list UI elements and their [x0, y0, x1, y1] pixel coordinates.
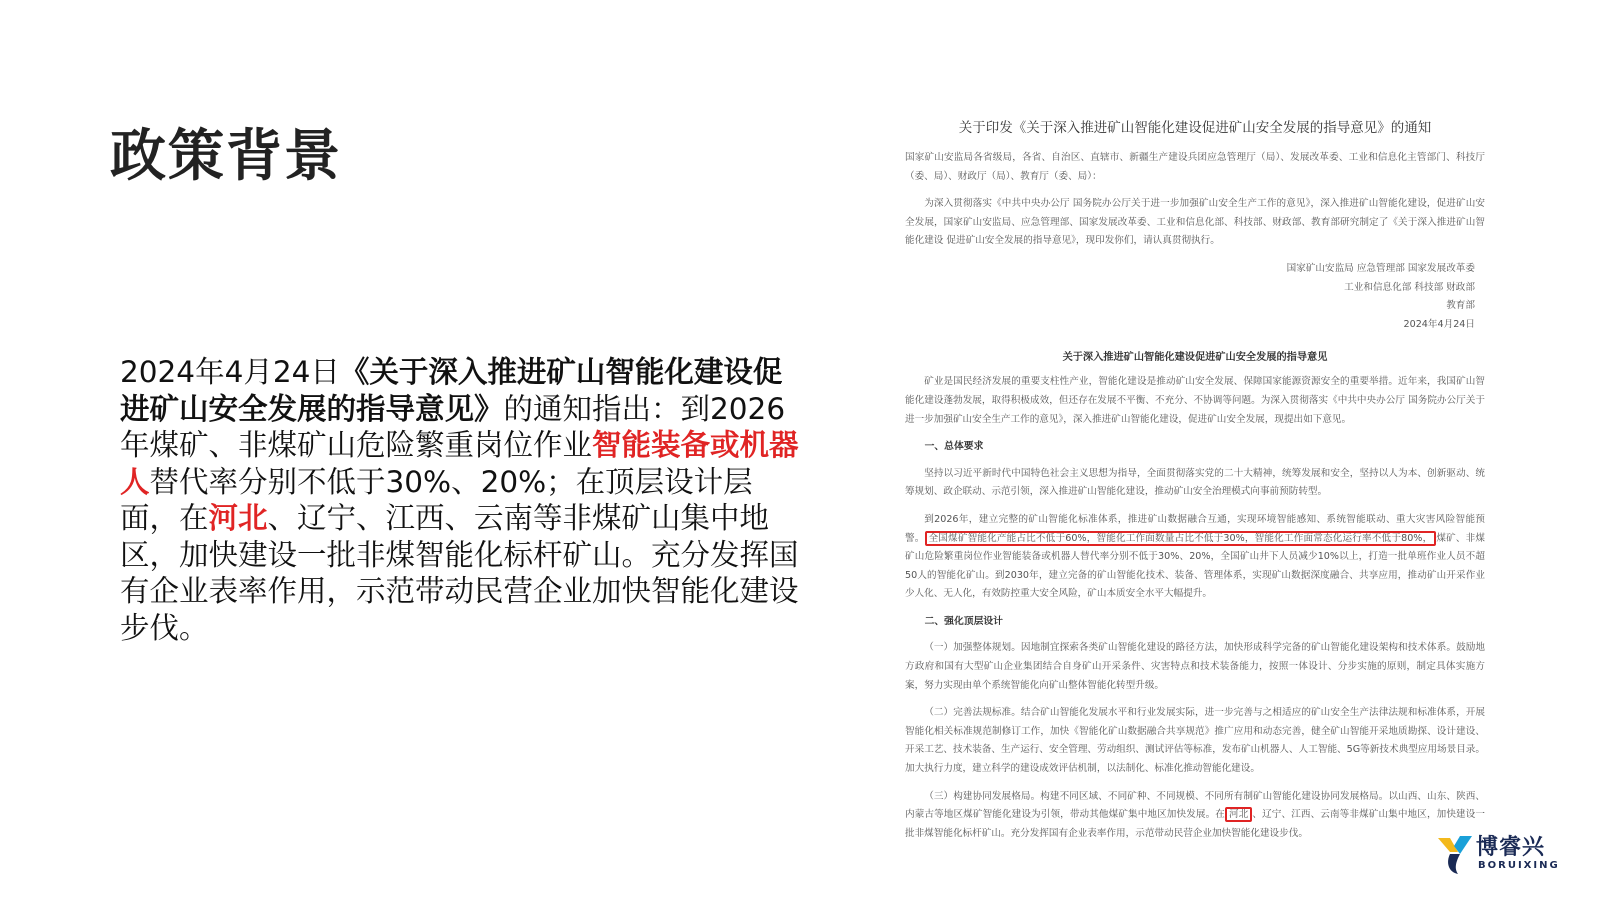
- summary-highlight-robots: 智能装备或机器人: [120, 428, 799, 499]
- document-intro: 为深入贯彻落实《中共中央办公厅 国务院办公厅关于进一步加强矿山安全生产工作的意见》，深入推进矿山智能化建设，促进矿山安全发展，国家矿山安监局、应急管理部、国家发展改革委、工业和信息化部、科技部、财政部、教育部研究制定了《关于深入推进矿山智能化建设 促进矿山安全发展的指导意见》，现印发你们，请认真贯彻执行。: [905, 198, 1485, 247]
- summary-highlight-hebei: 河北: [208, 501, 268, 535]
- brand-logo: [1436, 830, 1560, 886]
- guide-paragraph-3: [905, 511, 1485, 604]
- policy-summary: [120, 354, 800, 646]
- guide-paragraph-4: （一）加强整体规划。因地制宜探索各类矿山智能化建设的路径方法，加快形成科学完备的矿山智能化建设架构和技术体系。鼓励地方政府和国有大型矿山企业集团结合自身矿山开采条件、灾害特点和技术装备能力，按照一体设计、分步实施的原则，制定具体实施方案，努力实现由单个系统智能化向矿山整体智能化转型升级。: [905, 642, 1485, 691]
- document-recipients: 国家矿山安监局各省级局，各省、自治区、直辖市、新疆生产建设兵团应急管理厅（局）、发展改革委、工业和信息化主管部门、科技厅（委、局）、财政厅（局）、教育厅（委、局）：: [905, 152, 1485, 182]
- logo-english-name: BORUIXING: [1478, 860, 1560, 871]
- guide-paragraph-2: 坚持以习近平新时代中国特色社会主义思想为指导，全面贯彻落实党的二十大精神，统筹发展和安全，坚持以人为本、创新驱动、统筹规划、政企联动、示范引领，深入推进矿山智能化建设，推动矿山安全治理模式向事前预防转型。: [905, 467, 1485, 498]
- page-title: 政策背景: [110, 124, 342, 189]
- guide-paragraph-3-b: 煤矿、非煤矿山危险繁重岗位作业智能装备或机器人替代率分别不低于30%、20%，全国矿山井下人员减少10%以上，打造一批单班作业人员不超50人的智能化矿山。到2030年，建立完备的矿山智能化技术、装备、管理体系，实现矿山数据深度融合、共享应用，推动矿山开采作业少人化、无人化，有效防控重大安全风险，矿山本质安全水平大幅提升。: [905, 532, 1486, 600]
- summary-document-name: 《关于深入推进矿山智能化建设促进矿山安全发展的指导意见》: [120, 355, 783, 426]
- document-signatory-3: 教育部: [1446, 300, 1475, 312]
- document-signatory-1: 国家矿山安监局 应急管理部 国家发展改革委: [1286, 262, 1475, 274]
- guide-paragraph-6-a: （三）构建协同发展格局。构建不同区域、不同矿种、不同规模、不同所有制矿山智能化建设协同发展格局。以山西、山东、陕西、内蒙古等地区煤矿智能化建设为引领，带动其他煤矿集中地区加快发展。在: [905, 790, 1485, 821]
- summary-text-1: 的通知指出：到2026年煤矿、非煤矿山危险繁重岗位作业: [120, 391, 786, 462]
- summary-text-2: 替代率分别不低于30%、20%；在顶层设计层面，在: [120, 464, 753, 535]
- document-title: 关于印发《关于深入推进矿山智能化建设促进矿山安全发展的指导意见》的通知: [958, 120, 1432, 136]
- document-signatory-2: 工业和信息化部 科技部 财政部: [1344, 281, 1475, 293]
- highlight-box-hebei: 河北: [1225, 807, 1252, 822]
- guide-paragraph-3-a: 到2026年，建立完整的矿山智能化标准体系，推进矿山数据融合互通，实现环境智能感知、系统智能联动、重大灾害风险智能预警。: [905, 513, 1485, 544]
- guide-paragraph-6-b: 、辽宁、江西、云南等非煤矿山集中地区，加快建设一批非煤智能化标杆矿山。充分发挥国有企业表率作用，示范带动民营企业加快智能化建设步伐。: [905, 809, 1486, 839]
- guide-paragraph-5: （二）完善法规标准。结合矿山智能化发展水平和行业发展实际，进一步完善与之相适应的矿山安全生产法律法规和标准体系，开展智能化相关标准规范制修订工作，加快《智能化矿山数据融合共享规范》推广应用和动态完善，健全矿山智能开采地质勘探、设计建设、开采工艺、技术装备、生产运行、安全管理、劳动组织、测试评估等标准，发布矿山机器人、人工智能、5G等新技术典型应用场景目录。加大执行力度，建立科学的建设成效评估机制，以法制化、标准化推动智能化建设。: [905, 707, 1485, 775]
- logo-chinese-name: 博睿兴: [1476, 835, 1546, 860]
- highlight-box-targets: 全国煤矿智能化产能占比不低于60%，智能化工作面数量占比不低于30%，智能化工作面常态化运行率不低于80%，: [925, 531, 1437, 546]
- summary-date: 2024年4月24日: [120, 355, 340, 389]
- guide-paragraph-6: [905, 788, 1485, 844]
- policy-document-image: [905, 108, 1486, 839]
- summary-text-3: 、辽宁、江西、云南等非煤矿山集中地区，加快建设一批非煤智能化标杆矿山。充分发挥国有企业表率作用，示范带动民营企业加快智能化建设步伐。: [120, 501, 799, 645]
- guide-title: 关于深入推进矿山智能化建设促进矿山安全发展的指导意见: [1062, 352, 1328, 364]
- boruixing-logo-mark-icon: [1436, 832, 1474, 876]
- document-date: 2024年4月24日: [1403, 318, 1475, 330]
- guide-paragraph-1: 矿业是国民经济发展的重要支柱性产业，智能化建设是推动矿山安全发展、保障国家能源资源安全的重要举措。近年来，我国矿山智能化建设蓬勃发展，取得积极成效，但还存在发展不平衡、不充分、不协调等问题。为深入贯彻落实《中共中央办公厅 国务院办公厅关于进一步加强矿山安全生产工作的意见》，深入推进矿山智能化建设，促进矿山安全发展，现提出如下意见。: [905, 376, 1485, 425]
- guide-heading-2: 二、强化顶层设计: [924, 615, 1003, 627]
- guide-heading-1: 一、总体要求: [924, 441, 984, 453]
